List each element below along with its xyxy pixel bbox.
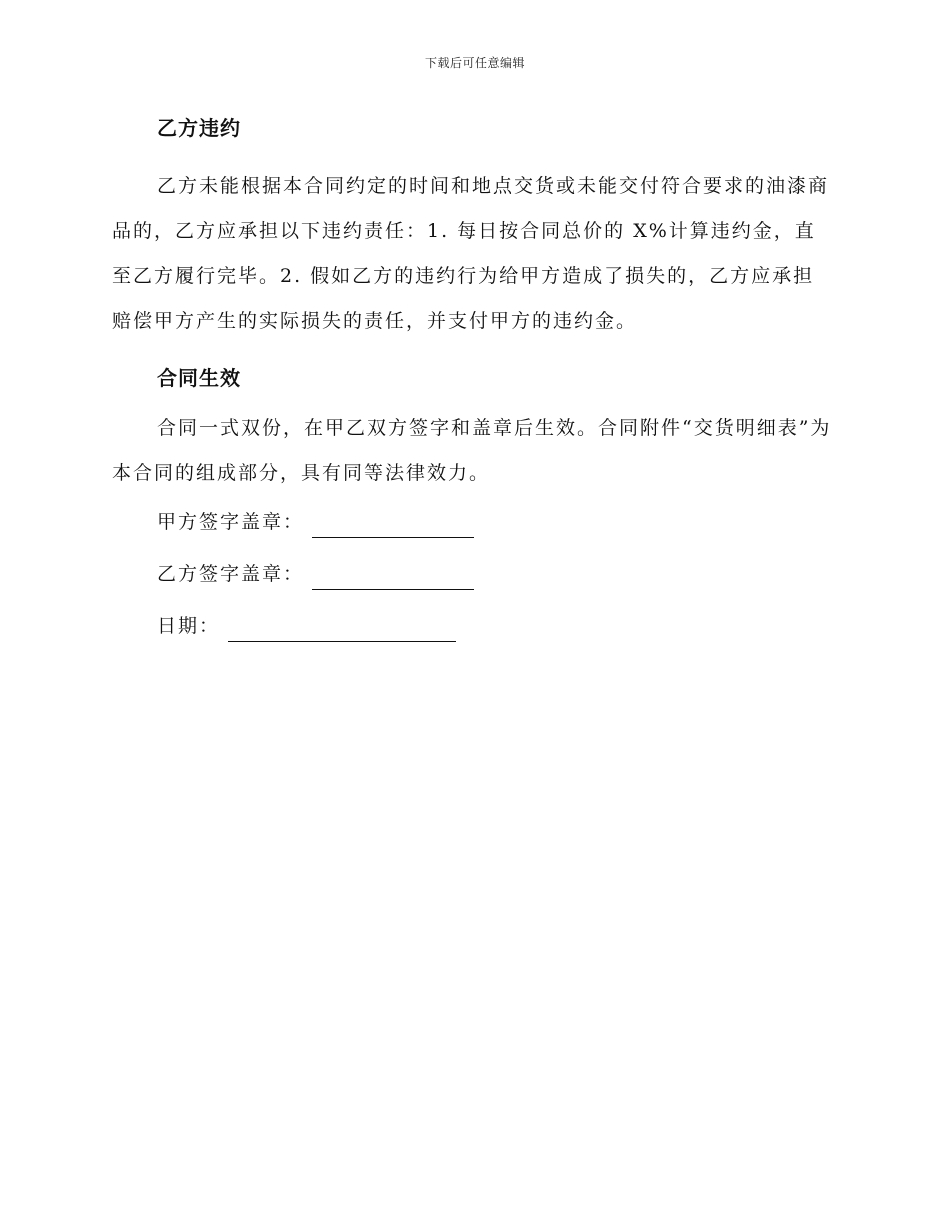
date-line (112, 600, 832, 652)
section-heading-effect: 合同生效 (157, 366, 241, 390)
date-label: 日期： (157, 614, 221, 637)
document-body (112, 112, 832, 652)
party-a-signature-line (112, 496, 832, 548)
party-a-signature-label: 甲方签字盖章： (157, 510, 305, 533)
party-a-signature-blank (312, 515, 474, 538)
section-paragraph-breach: 乙方未能根据本合同约定的时间和地点交货或未能交付符合要求的油漆商品的，乙方应承担以下违约责任：1. 每日按合同总价的 X%计算违约金，直至乙方履行完毕。2. 假如乙方的违约行为给甲方造成了损失的，乙方应承担赔偿甲方产生的实际损失的责任，并支付甲方的违约金。 (112, 175, 830, 332)
party-b-signature-blank (312, 567, 474, 590)
section-paragraph-effect: 合同一式双份，在甲乙双方签字和盖章后生效。合同附件“交货明细表”为本合同的组成部分，具有同等法律效力。 (112, 417, 832, 484)
section-heading-breach: 乙方违约 (157, 116, 241, 140)
header-note: 下载后可任意编辑 (424, 56, 525, 70)
party-b-signature-label: 乙方签字盖章： (157, 562, 305, 585)
date-blank (228, 619, 456, 642)
party-b-signature-line (112, 548, 832, 600)
